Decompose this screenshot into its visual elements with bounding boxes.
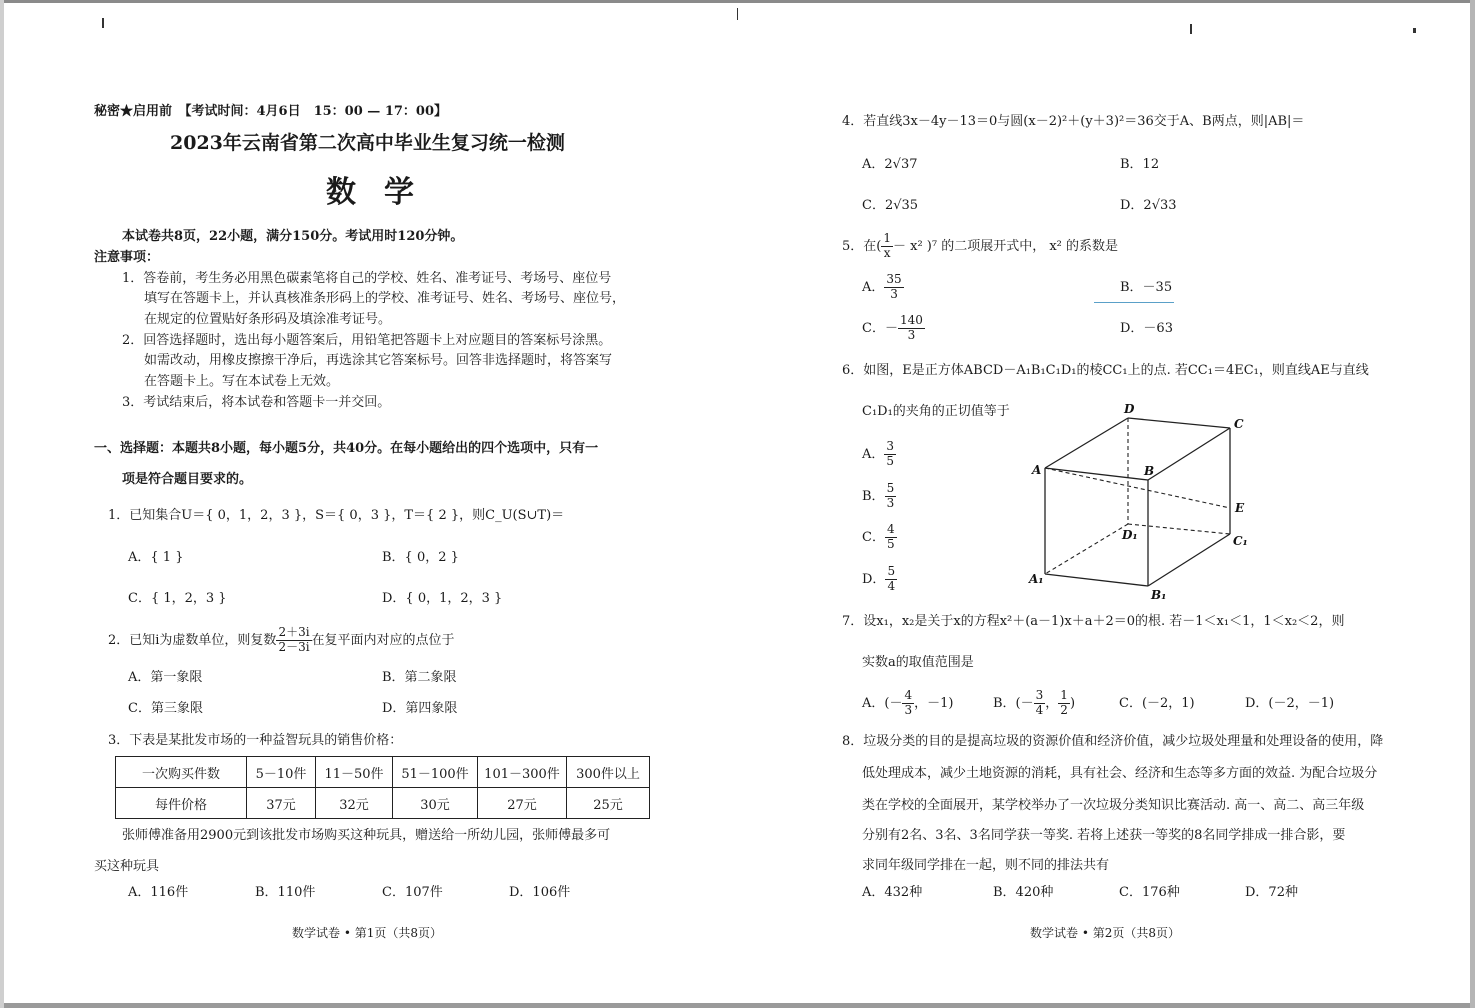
question-8-line: 8．垃圾分类的目的是提高垃圾的资源价值和经济价值，减少垃圾处理量和处理设备的使用，降 [842,734,1384,749]
label-E: E [1235,501,1245,515]
q6-d-num: 5 [887,564,896,579]
question-8-line: 求同年级同学排在一起，则不同的排法共有 [862,858,1110,873]
q6-a-label: A． [862,447,885,462]
scan-speck [1190,24,1192,34]
q8-option-a: A．432种 [862,885,923,900]
q7-b-post: ) [1069,696,1076,711]
confidential-header: 秘密★启用前 【考试时间：4月6日 15：00 — 17：00】 [94,104,448,119]
q2-fraction [276,626,311,655]
notice-title: 注意事项： [94,250,160,265]
question-2-stem [108,622,455,660]
q6-d-den: 4 [887,579,896,593]
pen-underline [1094,302,1174,303]
q6-a-num: 3 [886,439,895,454]
q7-a-num: 4 [904,688,913,703]
q7-b-fraction-1 [1034,689,1046,718]
q5-option-c [862,311,925,347]
notice-line: 填写在答题卡上，并认真核准条形码上的学校、准考证号、姓名、考场号、座位号， [144,291,626,306]
edge-A1B1 [1045,574,1148,586]
q2-stem-pre: 2．已知i为虚数单位，则复数 [108,633,277,648]
q4-option-d: D．2√33 [1120,198,1177,213]
question-8-line: 类在学校的全面展开，某学校举办了一次垃圾分类知识比赛活动. 高一、高二、高三年级 [862,798,1365,813]
table-cell: 37元 [247,788,316,819]
q8-option-b: B．420种 [993,885,1054,900]
q6-c-num: 4 [886,522,895,537]
question-4-stem: 4．若直线3x－4y－13＝0与圆(x－2)²＋(y＋3)²＝36交于A、B两点，则|AB|＝ [842,114,1305,129]
q4-option-a: A．2√37 [862,157,918,172]
q2-option-c: C．第三象限 [128,701,203,716]
section-heading-cont: 项是符合题目要求的。 [122,472,253,487]
q6-d-fraction [885,565,897,594]
q4-option-b: B．12 [1120,157,1160,172]
question-8-line: 分别有2名、3名、3名同学获一等奖. 若将上述获一等奖的8名同学排成一排合影，要 [862,828,1346,843]
q3-option-b: B．110件 [255,885,316,900]
scan-speck [1413,28,1416,33]
edge-D1A1 [1045,524,1128,574]
q7-option-c: C．(－2，1) [1119,696,1195,711]
q5-c-num: 140 [899,313,923,328]
notice-line: 3．考试结束后，将本试卷和答题卡一并交回。 [122,395,391,410]
exam-intro: 本试卷共8页，22小题，满分150分。考试用时120分钟。 [122,229,464,244]
q7-b-num1: 3 [1035,688,1044,703]
question-1-stem: 1．已知集合U＝{ 0，1，2，3 }，S＝{ 0，3 }，T＝{ 2 }，则C_U(S∪T)＝ [108,508,565,523]
q2-option-a: A．第一象限 [128,670,203,685]
page-footer-right: 数学试卷 • 第2页（共8页） [1030,926,1180,940]
edge-B1C1 [1148,534,1230,586]
q5-stem-post: － x² )⁷ 的二项展开式中， x² 的系数是 [892,239,1119,254]
label-B1: B₁ [1151,588,1167,602]
q1-option-a: A．{ 1 } [128,550,184,565]
q1-option-c: C．{ 1，2，3 } [128,591,227,606]
label-A1: A₁ [1029,572,1044,586]
q5-option-a [862,270,904,306]
q7-b-mid: ， [1045,696,1059,711]
question-6-stem-cont: C₁D₁的夹角的正切值等于 [862,404,1010,419]
q6-b-num: 5 [886,481,895,496]
q3-option-c: C．107件 [382,885,443,900]
q7-a-pre: A．(－ [862,696,903,711]
question-6-stem: 6．如图，E是正方体ABCD－A₁B₁C₁D₁的棱CC₁上的点. 若CC₁＝4EC₁，则直线AE与直线 [842,363,1369,378]
q7-b-den2: 2 [1060,703,1068,717]
q7-a-fraction [902,689,914,718]
q5-option-d: D．－63 [1120,321,1173,336]
q1-option-d: D．{ 0，1，2，3 } [382,591,503,606]
q3-option-a: A．116件 [128,885,189,900]
q5-option-b: B．－35 [1120,280,1173,295]
question-8-line: 低处理成本，减少土地资源的消耗，具有社会、经济和生态等多方面的效益. 为配合垃圾分 [862,766,1378,781]
q3-option-d: D．106件 [509,885,571,900]
label-C1: C₁ [1233,534,1248,548]
segment-AE [1045,468,1230,508]
q6-c-fraction [885,523,897,552]
q5-a-fraction [884,273,903,302]
section-heading: 一、选择题：本题共8小题，每小题5分，共40分。在每小题给出的四个选项中，只有一 [94,441,599,456]
q7-b-pre: B．(－ [993,696,1034,711]
q8-option-d: D．72种 [1245,885,1298,900]
q2-frac-den: 2－3i [278,640,310,654]
label-B: B [1144,464,1155,478]
table-header-cell: 101－300件 [478,757,567,788]
q3-text-line: 买这种玩具 [94,859,160,874]
q6-d-label: D． [862,572,886,587]
q2-option-b: B．第二象限 [382,670,457,685]
q3-text-line: 张师傅准备用2900元到该批发市场购买这种玩具，赠送给一所幼儿园，张师傅最多可 [122,828,611,843]
scan-edge-right [1470,0,1475,1008]
q7-b-num2: 1 [1060,688,1068,703]
table-cell: 30元 [393,788,478,819]
q6-b-den: 3 [886,496,895,510]
q5-a-num: 35 [886,272,902,287]
notice-line: 1．答卷前，考生务必用黑色碳素笔将自己的学校、姓名、准考证号、考场号、座位号 [122,271,612,286]
scan-speck [737,8,738,20]
q7-a-post: ，－1) [914,696,954,711]
cube-figure [1020,398,1260,606]
q6-a-fraction [884,440,896,469]
q5-frac-num: 1 [883,231,891,246]
exam-title: 2023年云南省第二次高中毕业生复习统一检测 [170,132,565,154]
q5-c-label: C．－ [862,321,898,336]
q6-option-a [862,437,896,473]
table-cell: 32元 [316,788,393,819]
scan-edge-left [0,0,4,1008]
q5-a-den: 3 [890,287,898,301]
notice-line: 2．回答选择题时，选出每小题答案后，用铅笔把答题卡上对应题目的答案标号涂黑。 [122,333,612,348]
table-header-cell: 11－50件 [316,757,393,788]
notice-line: 如需改动，用橡皮擦擦干净后，再选涂其它答案标号。回答非选择题时，将答案写 [144,353,613,368]
q6-option-d [862,562,897,598]
q2-frac-num: 2＋3i [278,625,310,640]
q6-b-label: B． [862,489,885,504]
price-table [115,756,650,819]
edge-D1C1 [1128,524,1230,534]
q6-c-label: C． [862,530,885,545]
q5-frac-den: x [883,246,891,260]
q8-option-c: C．176种 [1119,885,1180,900]
q6-a-den: 5 [886,454,895,468]
table-header-cell: 5－10件 [247,757,316,788]
notice-line: 在答题卡上。写在本试卷上无效。 [144,374,340,389]
page-footer-left: 数学试卷 • 第1页（共8页） [292,926,442,940]
table-row [116,757,650,788]
q7-b-fraction-2 [1058,689,1070,718]
question-7-stem: 7．设x₁，x₂是关于x的方程x²＋(a－1)x＋a＋2＝0的根. 若－1＜x₁＜1，1＜x₂＜2，则 [842,614,1345,629]
scan-edge-bottom [0,1003,1475,1008]
table-cell: 25元 [567,788,650,819]
table-row [116,788,650,819]
q6-option-c [862,520,897,556]
edge-BC [1148,428,1230,480]
edge-AB [1045,468,1148,480]
q5-fraction [881,232,893,261]
table-header-cell: 一次购买件数 [116,757,247,788]
label-C: C [1234,417,1244,431]
scan-edge-top [0,0,1475,3]
q7-option-d: D．(－2，－1) [1245,696,1335,711]
edge-AD [1045,418,1128,468]
q5-c-den: 3 [907,328,916,342]
q5-c-fraction [898,314,925,343]
q7-b-den1: 4 [1035,703,1044,717]
label-D1: D₁ [1122,528,1138,542]
question-3-stem: 3．下表是某批发市场的一种益智玩具的销售价格： [108,733,403,748]
q1-option-b: B．{ 0，2 } [382,550,459,565]
q6-b-fraction [885,482,897,511]
notice-line: 在规定的位置贴好条形码及填涂准考证号。 [144,312,392,327]
question-5-stem [842,228,1118,266]
q7-option-b [993,686,1075,722]
q7-option-a [862,686,953,722]
q6-c-den: 5 [886,537,895,551]
q6-option-b [862,479,896,515]
scan-speck [102,18,104,28]
q2-option-d: D．第四象限 [382,701,458,716]
table-cell: 每件价格 [116,788,247,819]
table-header-cell: 300件以上 [567,757,650,788]
q5-stem-pre: 5．在( [842,239,882,254]
question-7-stem-cont: 实数a的取值范围是 [862,655,974,670]
q4-option-c: C．2√35 [862,198,919,213]
edge-DC [1128,418,1230,428]
subject-title: 数学 [326,175,442,210]
q7-a-den: 3 [904,703,913,717]
label-D: D [1124,402,1135,416]
q5-a-label: A． [862,280,885,295]
table-header-cell: 51－100件 [393,757,478,788]
label-A: A [1032,463,1042,477]
q2-stem-post: 在复平面内对应的点位于 [311,633,455,648]
table-cell: 27元 [478,788,567,819]
